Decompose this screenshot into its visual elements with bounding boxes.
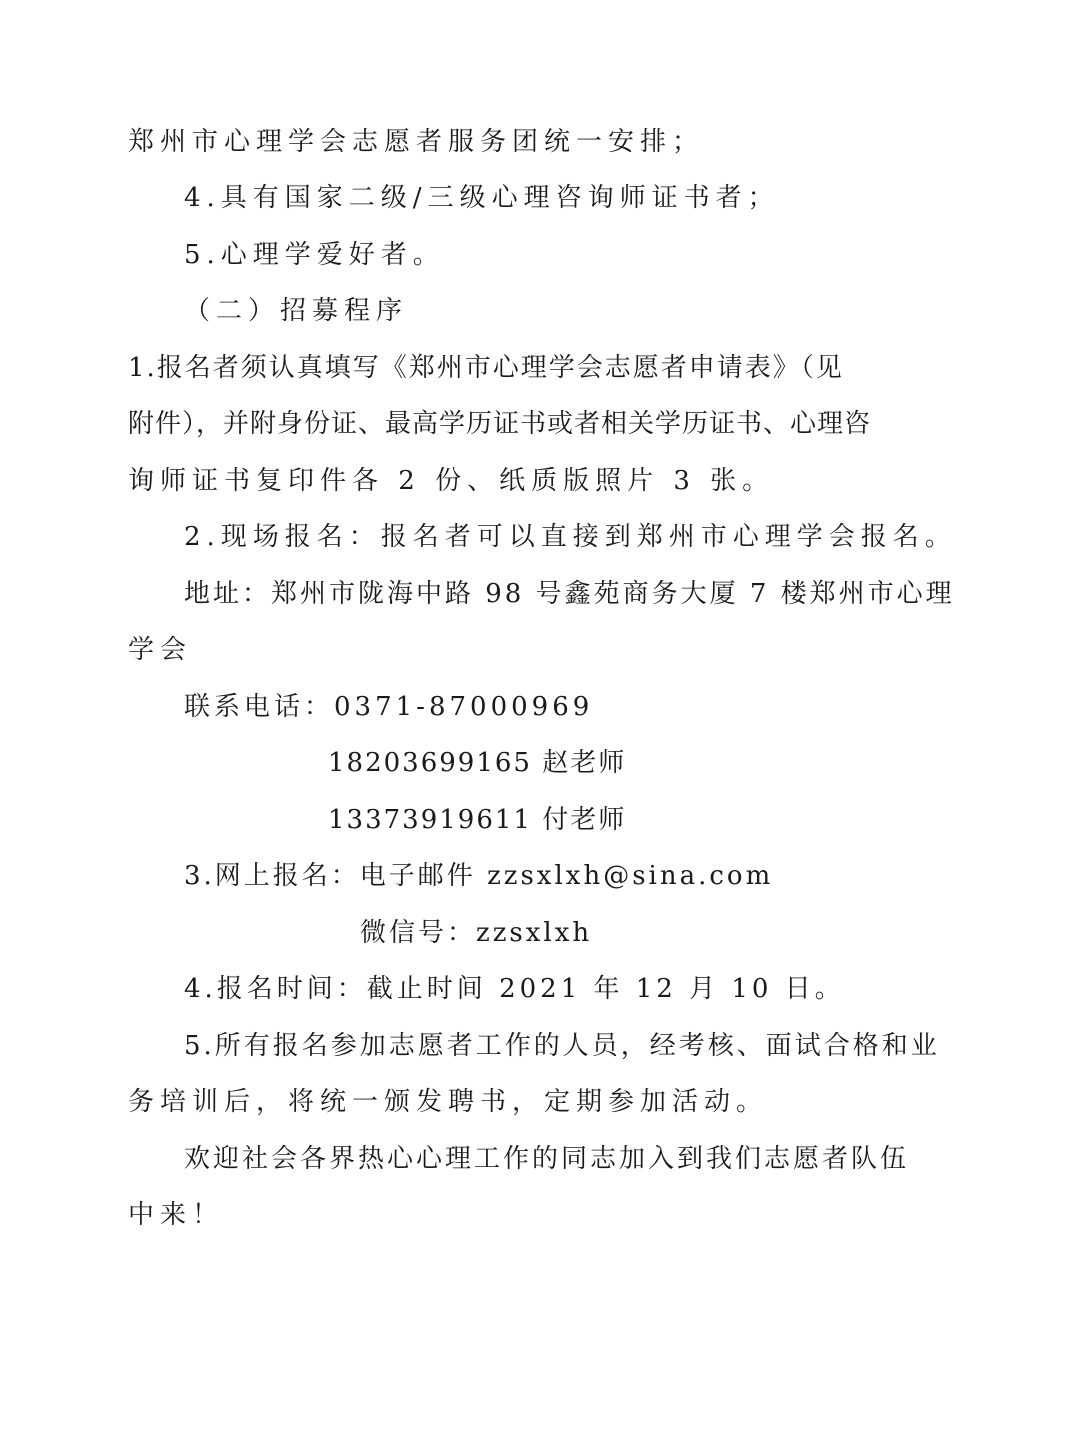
text-line: 务培训后，将统一颁发聘书，定期参加活动。 (128, 1087, 769, 1117)
phone-line: 13373919611 付老师 (328, 805, 627, 835)
section-heading: （二）招募程序 (184, 296, 409, 326)
address-line: 地址：郑州市陇海中路 98 号鑫苑商务大厦 7 楼郑州市心理 (184, 579, 955, 609)
text-line: 1.报名者须认真填写《郑州市心理学会志愿者申请表》（见 (128, 353, 844, 383)
text-line: 4.具有国家二级/三级心理咨询师证书者； (184, 183, 780, 213)
phone-line: 联系电话：0371-87000969 (184, 692, 594, 722)
wechat-line: 微信号：zzsxlxh (360, 918, 593, 948)
text-line: 5.所有报名参加志愿者工作的人员，经考核、面试合格和业 (184, 1031, 940, 1061)
text-line: 郑州市心理学会志愿者服务团统一安排； (128, 127, 705, 157)
text-line: 中来！ (128, 1200, 225, 1230)
text-line: 附件），并附身份证、最高学历证书或者相关学历证书、心理咨 (128, 409, 872, 439)
text-line: 4.报名时间：截止时间 2021 年 12 月 10 日。 (184, 974, 845, 1004)
text-line: 2.现场报名：报名者可以直接到郑州市心理学会报名。 (184, 522, 957, 552)
phone-line: 18203699165 赵老师 (328, 748, 627, 778)
text-line: 询师证书复印件各 2 份、纸质版照片 3 张。 (128, 466, 775, 496)
text-line: 5.心理学爱好者。 (184, 240, 445, 270)
text-line: 学会 (128, 635, 193, 665)
text-line: 欢迎社会各界热心心理工作的同志加入到我们志愿者队伍 (184, 1144, 910, 1174)
email-line: 3.网上报名：电子邮件 zzsxlxh@sina.com (184, 861, 774, 891)
